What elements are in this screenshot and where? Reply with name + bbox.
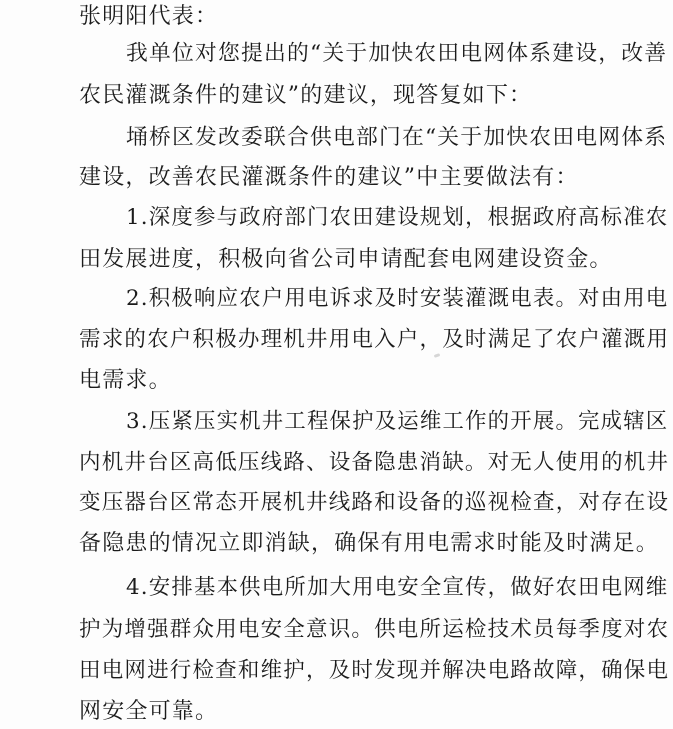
item-4-line-2: 护为增强群众用电安全意识。供电所运检技术员每季度对农 [79,616,670,642]
salutation: 张明阳代表： [79,4,219,29]
item-3-line-3: 变压器台区常态开展机井线路和设备的巡视检查，对存在设 [79,490,670,516]
item-4-line-3: 田电网进行检查和维护，及时发现并解决电路故障，确保电 [79,657,670,683]
item-2-line-2: 需求的农户积极办理机井用电入户，及时满足了农户灌溉用 [79,327,670,353]
item-2-line-1: 2.积极响应农户用电诉求及时安装灌溉电表。对由用电 [126,285,669,311]
item-1-line-1: 1.深度参与政府部门农田建设规划，根据政府高标准农 [126,205,669,231]
scan-speck [434,353,441,358]
item-2-line-3: 电需求。 [79,368,172,394]
item-4-line-1: 4.安排基本供电所加大用电安全宣传，做好农田电网维 [126,575,669,601]
measures-intro-line-1: 埇桥区发改委联合供电部门在“关于加快农田电网体系 [126,124,668,150]
item-3-line-2: 内机井台区高低压线路、设备隐患消缺。对无人使用的机井 [79,449,670,475]
reply-intro-line-2: 农民灌溉条件的建议”的建议，现答复如下： [79,82,533,108]
item-3-line-4: 备隐患的情况立即消缺，确保有用电需求时能及时满足。 [79,531,660,557]
item-1-line-2: 田发展进度，积极向省公司申请配套电网建设资金。 [79,246,613,272]
item-4-line-4: 网安全可靠。 [79,699,219,724]
item-3-line-1: 3.压紧压实机井工程保护及运维工作的开展。完成辖区 [126,408,669,434]
measures-intro-line-2: 建设，改善农民灌溉条件的建议”中主要做法有： [79,165,579,191]
reply-intro-line-1: 我单位对您提出的“关于加快农田电网体系建设，改善 [126,41,668,67]
